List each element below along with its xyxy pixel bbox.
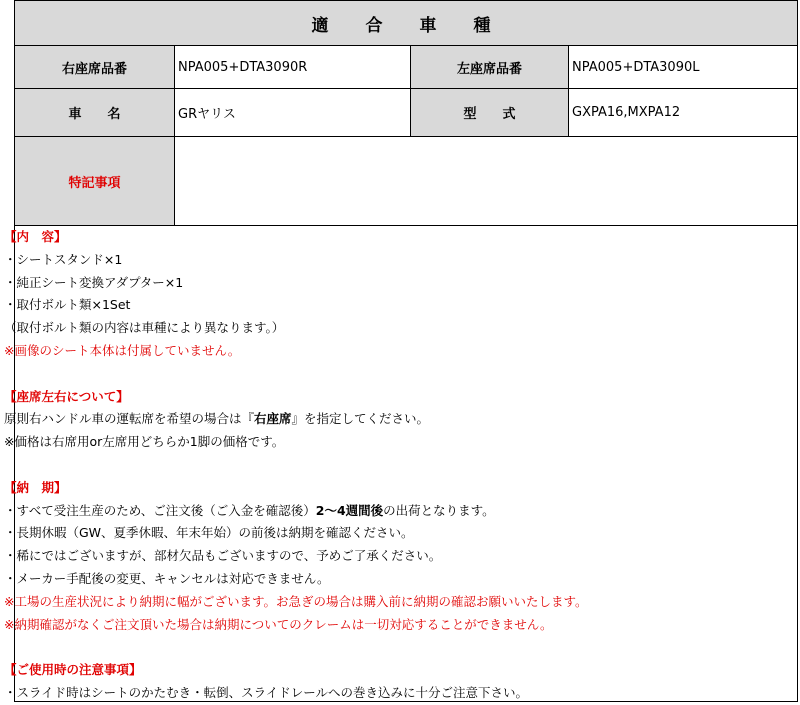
usage-heading: 【ご使用時の注意事項】 [4,662,142,678]
spacer [4,454,780,477]
table-title: 適 合 車 種 [15,1,797,46]
seat-side-heading: 【座席左右について】 [4,388,129,404]
contents-item: ・シートスタンド×1 [4,251,123,267]
description-body [4,226,780,705]
delivery-warning1: ※工場の生産状況により納期に幅がございます。お急ぎの場合は購入前に納期の確認お願いいたします。 [4,593,588,609]
left-seat-value: NPA005+DTA3090L [568,46,797,88]
notes-row [15,137,797,226]
model-label: 型 式 [410,89,568,136]
notes-label: 特記事項 [15,137,174,225]
right-seat-value: NPA005+DTA3090R [174,46,410,88]
usage-line1: ・スライド時はシートのかたむき・転倒、スライドレールへの巻き込みに十分ご注意下さい。 [4,684,529,700]
contents-item: ・取付ボルト類×1Set [4,297,131,313]
delivery-heading: 【納 期】 [4,479,67,495]
delivery-line4: ・メーカー手配後の変更、キャンセルは対応できません。 [4,570,330,586]
right-seat-label: 右座席品番 [15,46,174,88]
seat-side-line2: ※価格は右席用or左席用どちらか1脚の価格です。 [4,434,285,450]
spacer [4,636,780,659]
delivery-line3: ・稀にではございますが、部材欠品もございますので、予めご了承ください。 [4,548,442,564]
vehicle-row [15,89,797,137]
contents-item: ・純正シート変換アダプター×1 [4,274,184,290]
delivery-line1-pre: ・すべて受注生産のため、ご注文後（ご入金を確認後） [4,502,316,518]
left-seat-label: 左座席品番 [410,46,568,88]
car-name-value: GRヤリス [174,89,410,136]
seat-side-line1 [4,408,780,431]
contents-heading: 【内 容】 [4,229,67,244]
delivery-emphasis: 2〜4週間後 [315,502,384,518]
notes-value [174,137,797,225]
seat-side-line1-pre: 原則右ハンドル車の運転席を希望の場合は『 [4,411,255,427]
seat-side-emphasis: 右座席 [254,411,292,427]
model-value: GXPA16,MXPA12 [568,89,797,136]
delivery-warning2: ※納期確認がなくご注文頂いた場合は納期についてのクレームは一切対応することができません。 [4,616,553,632]
seat-part-row [15,46,797,89]
car-name-label: 車 名 [15,89,174,136]
spacer [4,363,780,386]
delivery-line1-post: の出荷となります。 [383,502,495,518]
seat-side-line1-post: 』を指定してください。 [291,411,430,427]
contents-item: （取付ボルト類の内容は車種により異なります。） [4,320,285,336]
delivery-line2: ・長期休暇（GW、夏季休暇、年末年始）の前後は納期を確認ください。 [4,525,414,541]
contents-warning: ※画像のシート本体は付属していません。 [4,342,241,358]
delivery-line1 [4,500,780,523]
